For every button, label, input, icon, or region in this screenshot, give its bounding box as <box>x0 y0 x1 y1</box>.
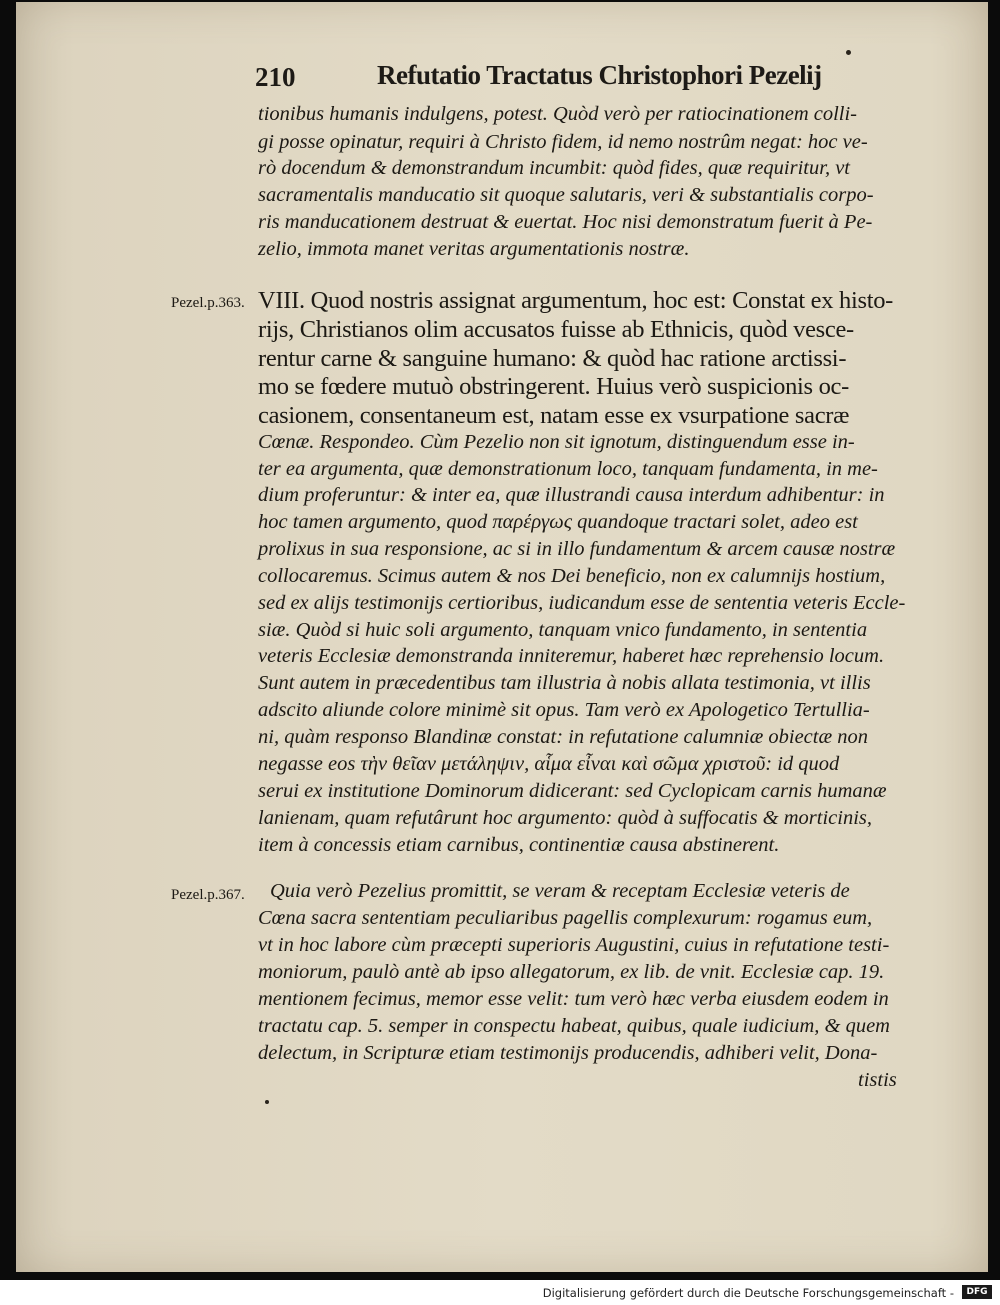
text-line: VIII. Quod nostris assignat argumentum, hoc est: Constat ex histo- <box>258 287 894 314</box>
text-line: mentionem fecimus, memor esse velit: tum verò hæc verba eiusdem eodem in <box>258 988 889 1010</box>
text-line: negasse eos τὴν θεῖαν μετάληψιν, αἷμα εἶναι καὶ σῶμα χριστοῦ: id quod <box>258 753 840 775</box>
text-line: dium proferuntur: & inter ea, quæ illustrandi causa interdum adhibentur: in <box>258 484 885 506</box>
text-line: adscito aliunde colore minimè sit opus. Tam verò ex Apologetico Tertullia- <box>258 699 870 721</box>
text-line: Quia verò Pezelius promittit, se veram & receptam Ecclesiæ veteris de <box>270 880 850 902</box>
text-line: tractatu cap. 5. semper in conspectu habeat, quibus, quale iudicium, & quem <box>258 1015 890 1037</box>
dfg-logo-icon: DFG <box>962 1285 992 1299</box>
text-line: rijs, Christianos olim accusatos fuisse ab Ethnicis, quòd vesce- <box>258 316 854 343</box>
text-line: moniorum, paulò antè ab ipso allegatorum, ex lib. de vnit. Ecclesiæ cap. 19. <box>258 961 885 983</box>
text-line: gi posse opinatur, requiri à Christo fidem, id nemo nostrûm negat: hoc ve- <box>258 131 868 153</box>
text-line: Cœna sacra sententiam peculiaribus pagellis complexurum: rogamus eum, <box>258 907 873 929</box>
text-line: Sunt autem in præcedentibus tam illustria à nobis allata testimonia, vt illis <box>258 672 871 694</box>
text-line: hoc tamen argumento, quod παρέργως quandoque tractari solet, adeo est <box>258 511 858 533</box>
text-line: lanienam, quam refutârunt hoc argumento: quòd à suffocatis & morticinis, <box>258 807 873 829</box>
text-line: delectum, in Scripturæ etiam testimonijs producendis, adhiberi velit, Dona- <box>258 1042 878 1064</box>
margin-note: Pezel.p.367. <box>171 887 245 903</box>
footer-bar <box>0 1280 1000 1305</box>
text-line: ter ea argumenta, quæ demonstrationum loco, tanquam fundamenta, in me- <box>258 458 878 480</box>
funding-notice: Digitalisierung gefördert durch die Deutsche Forschungsgemeinschaft - <box>542 1286 954 1300</box>
text-line: prolixus in sua responsione, ac si in illo fundamentum & arcem causæ nostræ <box>258 538 896 560</box>
ink-speck <box>265 1100 269 1104</box>
text-line: ni, quàm responso Blandinæ constat: in refutatione calumniæ obiectæ non <box>258 726 869 748</box>
text-line: siæ. Quòd si huic soli argumento, tanquam vnico fundamento, in sententia <box>258 619 868 641</box>
text-line: zelio, immota manet veritas argumentationis nostræ. <box>258 238 690 260</box>
text-line: sacramentalis manducatio sit quoque salutaris, veri & substantialis corpo- <box>258 184 874 206</box>
text-line: ris manducationem destruat & euertat. Hoc nisi demonstratum fuerit à Pe- <box>258 211 873 233</box>
ink-speck <box>846 50 851 55</box>
text-line: veteris Ecclesiæ demonstranda inniteremur, haberet hæc reprehensio locum. <box>258 645 885 667</box>
text-line: item à concessis etiam carnibus, continentiæ causa abstinerent. <box>258 834 780 856</box>
page-header <box>255 58 822 98</box>
text-line: mo se fœdere mutuò obstringerent. Huius verò suspicionis oc- <box>258 373 849 400</box>
text-line: rò docendum & demonstrandum incumbit: quòd fides, quæ requiritur, vt <box>258 157 850 179</box>
text-line: Cœnæ. Respondeo. Cùm Pezelio non sit ignotum, distinguendum esse in- <box>258 431 855 453</box>
catchword: tistis <box>858 1069 897 1091</box>
margin-note: Pezel.p.363. <box>171 295 245 311</box>
text-line: sed ex alijs testimonijs certioribus, iudicandum esse de sententia veteris Eccle- <box>258 592 906 614</box>
page-number: 210 <box>255 62 296 92</box>
text-line: tionibus humanis indulgens, potest. Quòd verò per ratiocinationem colli- <box>258 103 858 125</box>
text-line: serui ex institutione Dominorum didicerant: sed Cyclopicam carnis humanæ <box>258 780 887 802</box>
text-line: rentur carne & sanguine humano: & quòd hac ratione arctissi- <box>258 345 847 372</box>
text-line: casionem, consentaneum est, natam esse ex vsurpatione sacræ <box>258 402 850 429</box>
text-line: vt in hoc labore cùm præcepti superioris Augustini, cuius in refutatione testi- <box>258 934 890 956</box>
running-title: Refutatio Tractatus Christophori Pezelij <box>377 60 822 90</box>
text-line: collocaremus. Scimus autem & nos Dei beneficio, non ex calumnijs hostium, <box>258 565 886 587</box>
